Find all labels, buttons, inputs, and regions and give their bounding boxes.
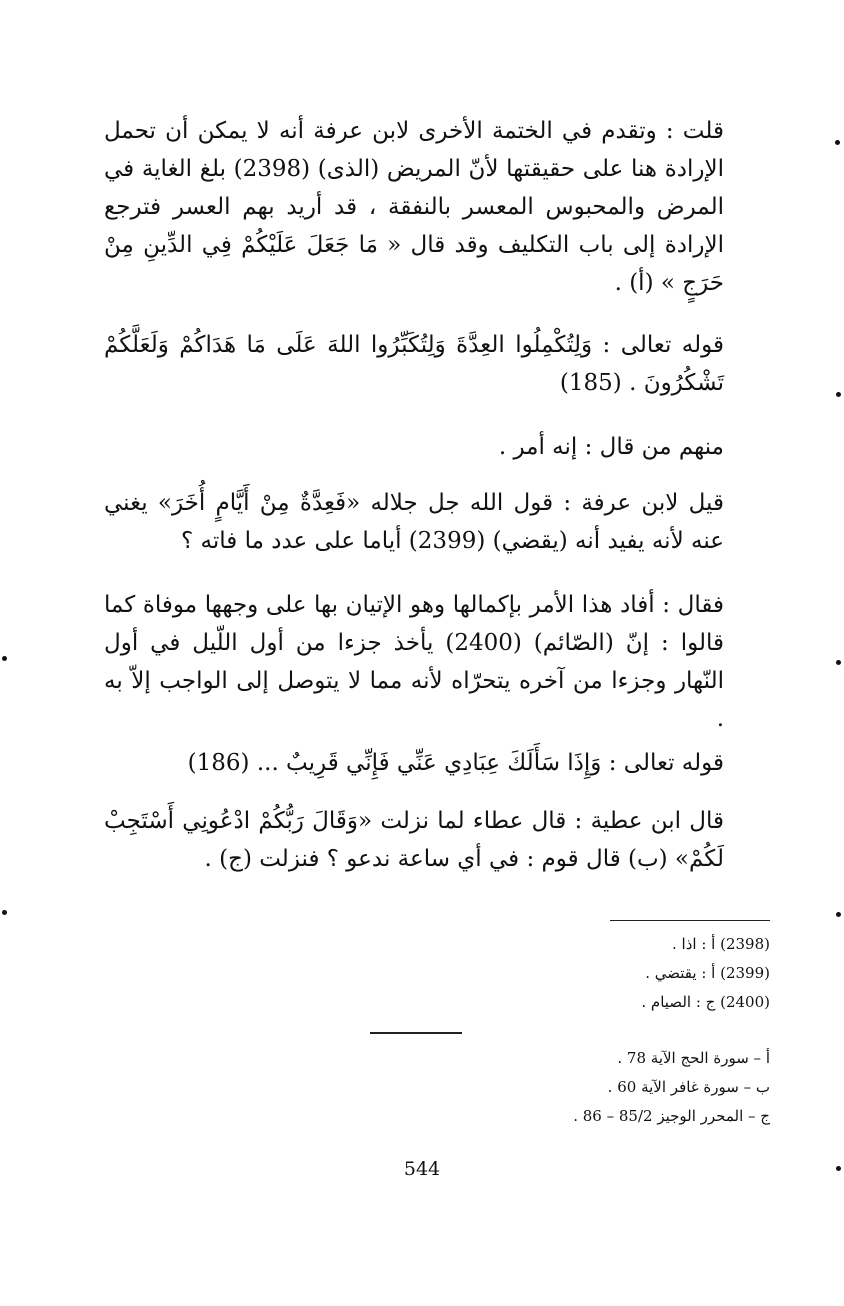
footnote-2400: (2400) ج : الصيام . xyxy=(641,993,770,1011)
paragraph-question-ibn-arafa: قيل لابن عرفة : قول الله جل جلاله «فَعِدَّةٌ مِنْ أَيَّامٍ أُخَرَ» يغني عنه لأنه يفيد أنه (يقضي) (2399) أياما على عدد ما فاته ؟ xyxy=(104,490,724,554)
paragraph-amr: منهم من قال : إنه أمر . xyxy=(498,434,724,460)
scan-speck xyxy=(835,140,840,145)
footnote-2399: (2399) أ : يقتضي . xyxy=(645,964,770,982)
scan-speck xyxy=(836,392,841,397)
reference-divider xyxy=(370,1032,462,1034)
reference-alif: أ – سورة الحج الآية 78 . xyxy=(617,1049,770,1067)
paragraph-answer: فقال : أفاد هذا الأمر بإكمالها وهو الإتيان بها على وجهها موفاة كما قالوا : إنّ (الصّائم) (2400) يأخذ جزءا من أول اللّيل في أول النّهار وجزءا من آخره يتحرّاه لأنه مما لا يتوصل إلى الواجب إلاّ به . xyxy=(104,592,724,732)
scan-speck xyxy=(2,910,7,915)
footnote-divider xyxy=(610,920,770,921)
reference-ba: ب – سورة غافر الآية 60 . xyxy=(607,1078,770,1096)
scan-speck xyxy=(836,660,841,665)
variant-footnotes xyxy=(450,930,770,1017)
scan-speck xyxy=(836,912,841,917)
reference-jim: ج – المحرر الوجيز 85/2 – 86 . xyxy=(573,1107,770,1125)
paragraph-ibn-arafa-irada: قلت : وتقدم في الختمة الأخرى لابن عرفة أنه لا يمكن أن تحمل الإرادة هنا على حقيقتها لأنّ المريض (الذى) (2398) بلغ الغاية في المرض والمحبوس المعسر بالنفقة ، قد أريد بهم العسر فترجع الإرادة إلى باب التكليف وقد قال « مَا جَعَلَ عَلَيْكُمْ فِي الدِّينِ مِنْ حَرَجٍ » (أ) . xyxy=(104,118,724,296)
footnote-2398: (2398) أ : اذا . xyxy=(672,935,770,953)
scan-speck xyxy=(836,1166,841,1171)
paragraph-verse-185: قوله تعالى : وَلِتُكْمِلُوا العِدَّةَ وَلِتُكَبِّرُوا اللهَ عَلَى مَا هَدَاكُمْ وَلَعَلَّكُمْ تَشْكُرُونَ . (185) xyxy=(104,332,724,396)
paragraph-ibn-atiya: قال ابن عطية : قال عطاء لما نزلت «وَقَالَ رَبُّكُمْ ادْعُونِي أَسْتَجِبْ لَكُمْ» (ب) قال قوم : في أي ساعة ندعو ؟ فنزلت (ج) . xyxy=(104,808,724,872)
paragraph-verse-186: قوله تعالى : وَإِذَا سَأَلَكَ عِبَادِي عَنِّي فَإِنِّي قَرِيبٌ ... (186) xyxy=(187,750,724,776)
scan-speck xyxy=(2,656,7,661)
page-number: 544 xyxy=(403,1158,441,1180)
reference-footnotes xyxy=(390,1044,770,1131)
